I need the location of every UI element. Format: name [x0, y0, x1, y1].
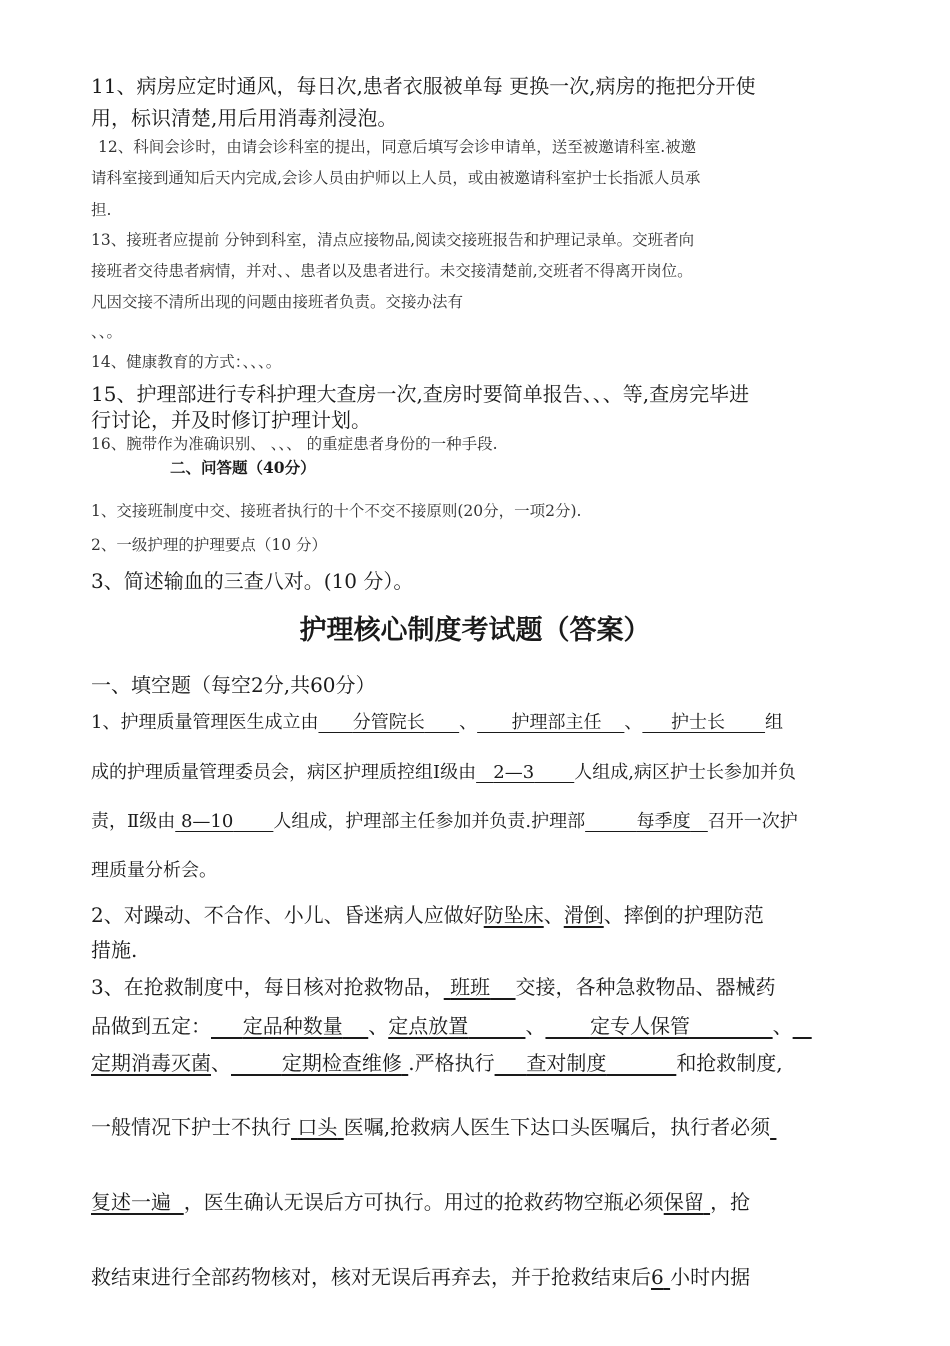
a1-line3: 责，Ⅱ级由 8—10 人组成，护理部主任参加并负责.护理部 每季度 召开一次护 — [91, 811, 798, 832]
section2-item-3: 3、简述输血的三查八对。(10 分）。 — [91, 569, 414, 593]
a1-line1: 1、护理质量管理医生成立由 分管院长 、 护理部主任 、 护士长 组 — [91, 712, 784, 733]
q12-line1: 12、科间会诊时，由请会诊科室的提出，同意后填写会诊申请单，送至被邀请科室.被邀 — [98, 138, 697, 156]
q13-line2: 接班者交待患者病情，并对、、患者以及患者进行。未交接清楚前,交班者不得离开岗位。 — [91, 262, 693, 280]
q15-line2: 行讨论，并及时修订护理计划。 — [91, 408, 371, 432]
a2-line2: 措施. — [91, 938, 138, 962]
a3-line5: 复述一遍 ，医生确认无误后方可执行。用过的抢救药物空瓶必须保留 ，抢 — [91, 1190, 751, 1214]
a3-blank-6: 定期检查维修 — [281, 1051, 402, 1075]
a3-line3: 定期消毒灭菌、 定期检查维修 .严格执行 查对制度 和抢救制度, — [91, 1051, 783, 1075]
answer-title: 护理核心制度考试题（答案） — [299, 615, 651, 646]
a1-blank-1: 分管院长 — [352, 712, 425, 733]
a1-line2: 成的护理质量管理委员会，病区护理质控组Ⅰ级由 2—3 人组成,病区护士长参加并负 — [91, 762, 796, 783]
q12-line2: 请科室接到通知后天内完成,会诊人员由护师以上人员，或由被邀请科室护士长指派人员承 — [91, 169, 701, 187]
a3-blank-4: 定专人保管 — [589, 1014, 690, 1038]
q11-line1: 11、病房应定时通风，每日次,患者衣服被单每 更换一次,病房的拖把分开使 — [91, 74, 756, 98]
a3-blank-7: 查对制度 — [526, 1051, 607, 1075]
q14-line: 14、健康教育的方式：、、、。 — [91, 353, 282, 371]
section2-item-1: 1、交接班制度中交、接班者执行的十个不交不接原则(20分，一项2分). — [91, 502, 582, 520]
a1-blank-2: 护理部主任 — [511, 712, 602, 733]
section2-heading: 二、问答题（40分） — [170, 458, 316, 477]
q11-line2: 用，标识清楚,用后用消毒剂浸泡。 — [91, 106, 398, 130]
a1-blank-5: 8—10 — [180, 811, 234, 832]
a1-text: 1、护理质量管理医生成立由 — [91, 712, 319, 733]
a2-blank-1: 防坠床 — [483, 903, 544, 927]
a3-line4: 一般情况下护士不执行 口头 医嘱,抢救病人医生下达口头医嘱后，执行者必须 — [91, 1115, 771, 1139]
a3-line6: 救结束进行全部药物核对，核对无误后再弃去，并于抢救结束后6 小时内据 — [91, 1265, 751, 1289]
a3-blank-11: 6 — [651, 1265, 664, 1289]
a3-line2: 品做到五定： 定品种数量 、定点放置 、 定专人保管 、 — [91, 1014, 793, 1038]
a3-blank-9: 复述一遍 — [91, 1190, 171, 1214]
a3-blank-5: 定期消毒灭菌 — [91, 1051, 211, 1075]
a2-blank-2: 滑倒 — [563, 903, 604, 927]
a3-blank-1: 班班 — [450, 975, 491, 999]
q16-line: 16、腕带作为准确识别、 、、、 的重症患者身份的一种手段. — [91, 435, 498, 453]
a3-blank-10: 保留 — [663, 1190, 704, 1214]
q13-line3: 凡因交接不清所出现的问题由接班者负责。交接办法有 — [91, 293, 464, 311]
q12-line3: 担. — [91, 201, 112, 219]
a1-blank-4: 2—3 — [493, 762, 535, 783]
q13-line4: 、、。 — [91, 323, 123, 341]
a1-blank-6: 每季度 — [636, 811, 691, 832]
a3-blank-2: 定品种数量 — [242, 1014, 343, 1038]
a1-line4: 理质量分析会。 — [91, 860, 217, 881]
a1-blank-3: 护士长 — [670, 712, 725, 733]
q15-line1: 15、护理部进行专科护理大查房一次,查房时要简单报告、、、等,查房完毕进 — [91, 382, 750, 406]
q13-line1: 13、接班者应提前 分钟到科室，清点应接物品,阅读交接班报告和护理记录单。交班者向 — [91, 231, 695, 249]
a2-line1: 2、对躁动、不合作、小儿、昏迷病人应做好防坠床、滑倒、摔倒的护理防范 — [91, 903, 764, 927]
a3-line1: 3、在抢救制度中，每日核对抢救物品， 班班 交接，各种急救物品、器械药 — [91, 975, 776, 999]
a3-blank-3: 定点放置 — [388, 1014, 469, 1038]
section2-item-2: 2、一级护理的护理要点（10 分） — [91, 536, 328, 554]
a3-blank-8: 口头 — [297, 1115, 338, 1139]
answer-section1-heading: 一、填空题（每空2分,共60分） — [91, 673, 376, 697]
